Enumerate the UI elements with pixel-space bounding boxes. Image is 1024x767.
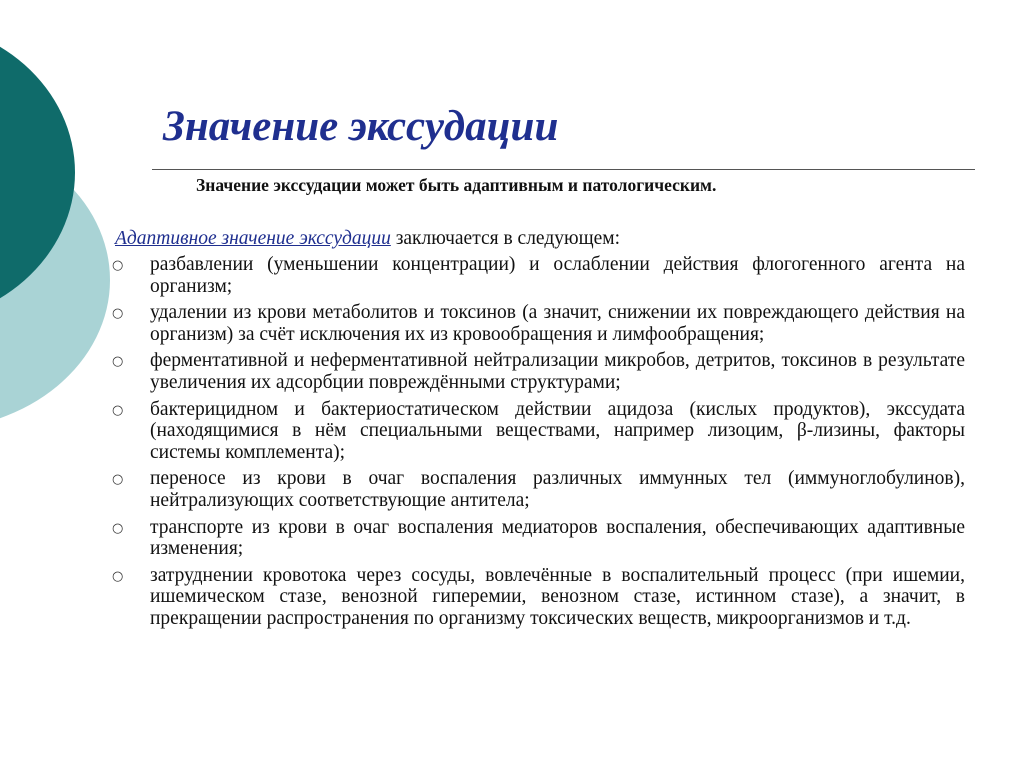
list-item [110, 565, 965, 630]
list-item [110, 517, 965, 560]
list-item-text: ферментативной и неферментативной нейтрализации микробов, детритов, токсинов в результате увеличения их адсорбции повреждёнными структурами; [150, 350, 965, 393]
bullet-circle-icon: ○ [112, 258, 124, 273]
intro-text: заключается в следующем: [390, 228, 621, 249]
bullet-circle-icon: ○ [112, 520, 124, 536]
list-item [110, 350, 965, 393]
intro-line [115, 228, 620, 250]
list-item-text: разбавлении (уменьшении концентрации) и ослаблении действия флогогенного агента на организм; [150, 254, 965, 297]
title-divider [152, 169, 975, 170]
bullet-circle-icon: ○ [112, 568, 124, 584]
list-item [110, 468, 965, 511]
bullet-list [110, 254, 965, 635]
bullet-circle-icon: ○ [112, 306, 124, 322]
list-item-text: затруднении кровотока через сосуды, вовлечённые в воспалительный процесс (при ишемии, ишемическом стазе, венозной гиперемии, венозном стазе, истинном стазе), а значит, в прекращении распространения по организму токсических веществ, микроорганизмов и т.д. [150, 564, 965, 629]
slide-subtitle: Значение экссудации может быть адаптивным и патологическим. [196, 175, 717, 195]
bullet-circle-icon: ○ [112, 472, 124, 488]
bullet-circle-icon: ○ [112, 402, 124, 418]
bullet-circle-icon: ○ [112, 354, 124, 370]
list-item [110, 399, 965, 464]
list-item-text: удалении из крови метаболитов и токсинов (а значит, снижении их повреждающего действия на организм) за счёт исключения их из кровообращения и лимфообращения; [150, 302, 965, 345]
list-item-text: переносе из крови в очаг воспаления различных иммунных тел (иммуноглобулинов), нейтрализующих соответствующие антитела; [150, 468, 965, 511]
list-item-text: транспорте из крови в очаг воспаления медиаторов воспаления, обеспечивающих адаптивные изменения; [150, 516, 965, 560]
intro-link[interactable]: Адаптивное значение экссудации [115, 228, 391, 249]
slide-title: Значение экссудации [163, 103, 559, 150]
list-item [110, 302, 965, 345]
list-item-text: бактерицидном и бактериостатическом действии ацидоза (кислых продуктов), экссудата (находящимися в нём специальными веществами, например лизоцим, β-лизины, факторы системы комплемента); [150, 398, 965, 463]
list-item [110, 254, 965, 297]
